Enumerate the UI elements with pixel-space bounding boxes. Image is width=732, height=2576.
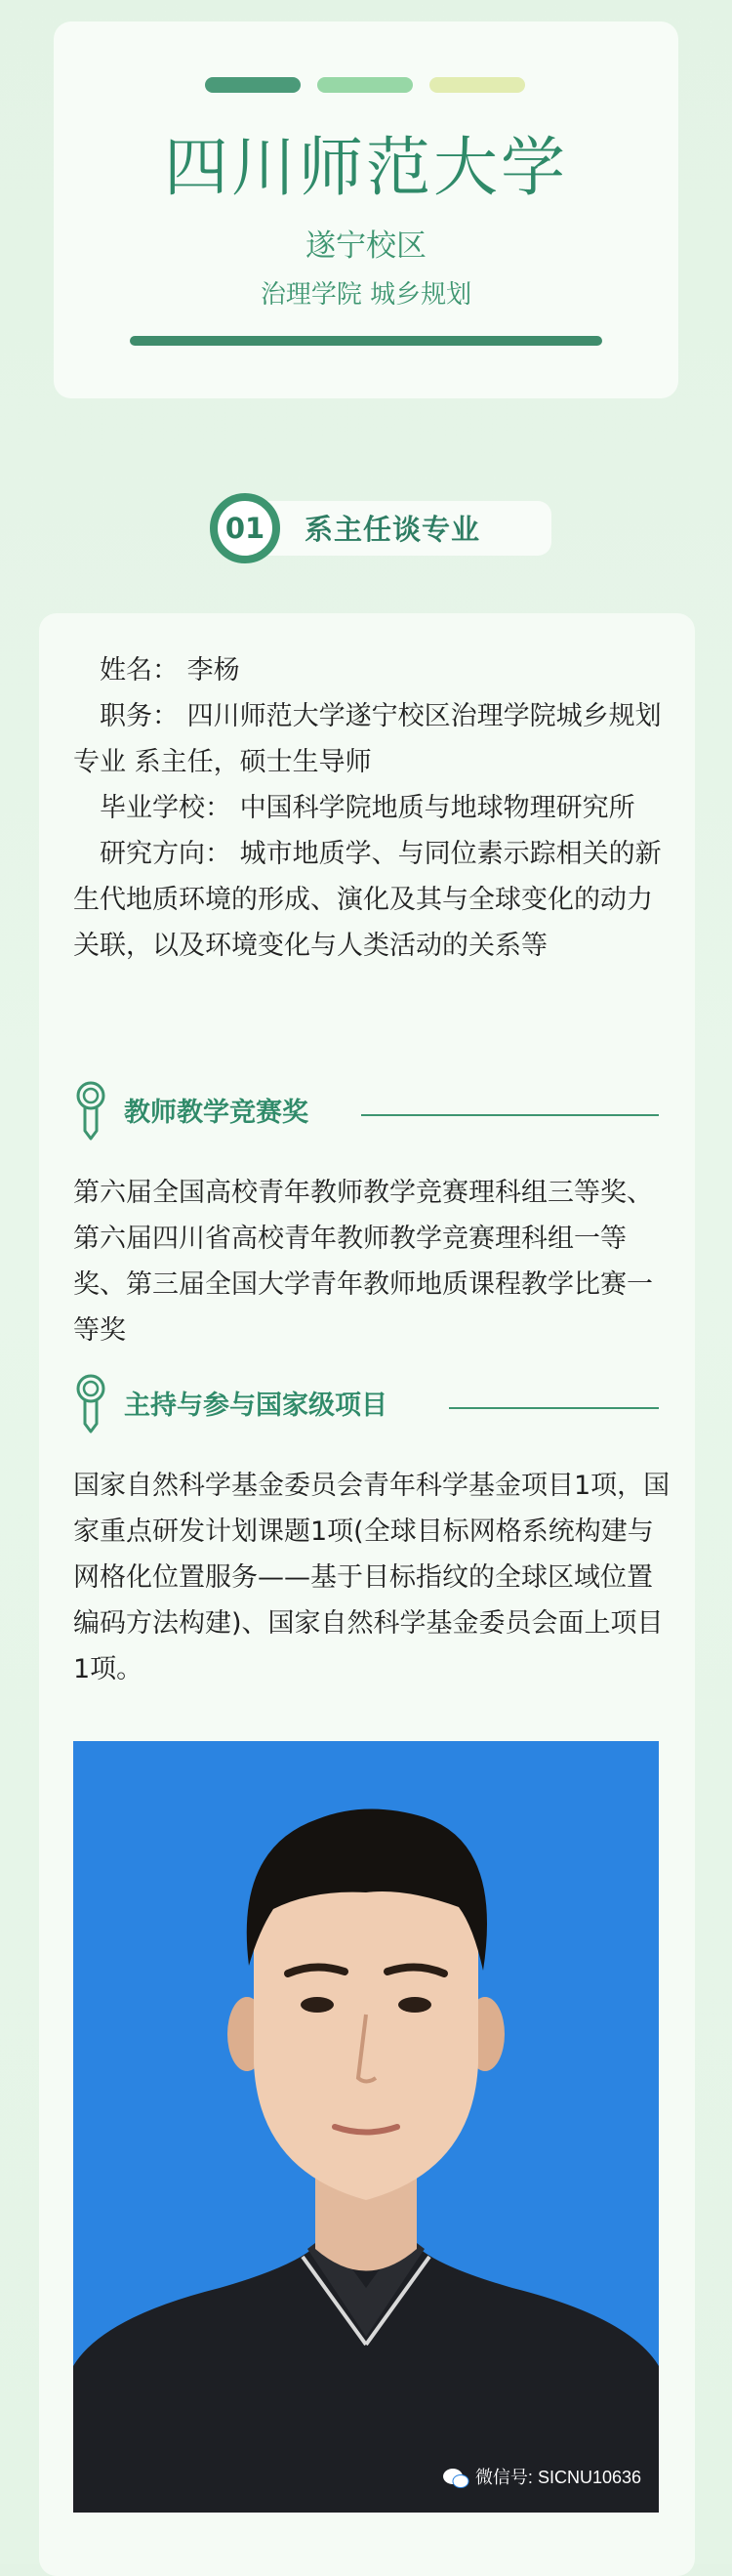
wechat-watermark [442, 2466, 641, 2489]
decor-pill-mid [317, 77, 413, 93]
projects-heading [73, 1373, 659, 1437]
watermark-text: 微信号: SICNU10636 [474, 2467, 641, 2487]
section-title: 系主任谈专业 [305, 513, 481, 546]
wechat-icon [442, 2468, 469, 2489]
decor-pill-dark [205, 77, 301, 93]
awards-heading-text: 教师教学竞赛奖 [124, 1098, 308, 1128]
profile-research: 研究方向： 城市地质学、与同位素示踪相关的新生代地质环境的形成、演化及其与全球变化的动力关联，以及环境变化与人类活动的关系等 [73, 839, 662, 961]
awards-heading-line [361, 1114, 659, 1116]
projects-heading-line [449, 1407, 659, 1409]
portrait-photo [73, 1741, 659, 2513]
map-pin-icon [73, 1080, 108, 1144]
section-number: 01 [210, 493, 280, 563]
profile-card [39, 613, 695, 2576]
header-card [54, 21, 678, 398]
projects-heading-text: 主持与参与国家级项目 [124, 1391, 387, 1421]
section-badge [210, 493, 561, 563]
portrait-illustration [73, 1741, 659, 2513]
awards-heading [73, 1080, 659, 1144]
campus-name: 遂宁校区 [305, 229, 427, 264]
profile-position: 职务： 四川师范大学遂宁校区治理学院城乡规划专业 系主任，硕士生导师 [73, 701, 662, 777]
map-pin-icon [73, 1373, 108, 1437]
decor-pill-light [429, 77, 525, 93]
profile-info [73, 647, 678, 969]
awards-text: 第六届全国高校青年教师教学竞赛理科组三等奖、第六届四川省高校青年教师教学竞赛理科组一等奖、第三届全国大学青年教师地质课程教学比赛一等奖 [73, 1178, 653, 1346]
university-title: 四川师范大学 [164, 130, 568, 205]
department-name: 治理学院 城乡规划 [260, 280, 472, 310]
profile-name: 姓名： 李杨 [100, 655, 240, 686]
projects-text: 国家自然科学基金委员会青年科学基金项目1项，国家重点研发计划课题1项(全球目标网格系统构建与网格化位置服务——基于目标指纹的全球区域位置编码方法构建)、国家自然科学基金委员会面上项目1项。 [73, 1471, 671, 1684]
profile-school: 毕业学校： 中国科学院地质与地球物理研究所 [100, 793, 635, 823]
header-divider [130, 336, 602, 346]
